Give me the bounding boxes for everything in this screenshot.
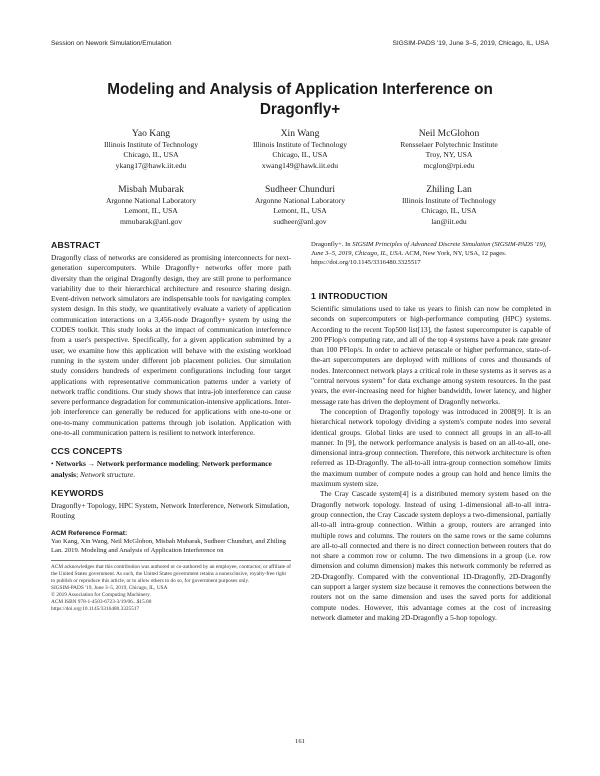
author-location: Chicago, IL, USA (272, 150, 328, 160)
author-affiliation: Argonne National Laboratory (254, 196, 346, 205)
author-location: Lemont, IL, USA (273, 206, 327, 216)
author-affiliation: Argonne National Laboratory (105, 196, 197, 205)
keywords-text: Dragonfly+ Topology, HPC System, Network Interference, Network Simulation, Routing (51, 500, 290, 521)
keywords-heading: KEYWORDS (51, 487, 104, 498)
footnote-line: ACM acknowledges that this contribution was authored or co-authored by an employee, contractor, or affiliate of the United States government. As such, the United States government retains a nonexclusive, royalty-free right to publish or reproduce this article, or to allow others to do so, for government purposes only. (51, 563, 291, 584)
paper-title: Modeling and Analysis of Application Interference on Dragonfly+ (107, 81, 493, 118)
reference-venue: SIGSIM Principles of Advanced Discrete Simulation (SIGSIM-PADS '19), June 3–5, 2019, Chicago, IL, USA. (311, 241, 547, 257)
author-block (364, 127, 534, 171)
author-block (364, 183, 534, 227)
keywords-section (51, 488, 291, 522)
footnote-line: SIGSIM-PADS '19, June 3–5, 2019, Chicago, IL, USA (51, 584, 168, 591)
page-number: 161 (295, 738, 305, 745)
running-header-right: SIGSIM-PADS '19, June 3–5, 2019, Chicago, IL, USA (392, 40, 549, 47)
author-email[interactable]: mcglon@rpi.edu (423, 160, 475, 170)
author-location: Chicago, IL, USA (421, 206, 477, 216)
running-header-left: Session on Nework Simulation/Emulation (51, 40, 172, 47)
intro-paragraph: The Cray Cascade system[4] is a distributed memory system based on the Dragonfly network topology. Instead of using 1-dimensional all-to-all intra-group connection, the Cray Cascade system deploys a two-dimensional, partially all-to-all intra-group connection. Within a group, routers are arranged into multiple rows and columns. The routers on the same rows or the same columns are all-to-all connected and there is no direct connection between routers that do not share a common row or column. The two dimensions in a group (i.e. row dimension and column dimension) makes this network commonly be referred as 2D-Dragonfly. Compared with the conventional 1D-Dragonfly, 2D-Dragonfly can support a larger system size because it removes the connections between the routers not on the same dimension and uses the saved ports for additional compute nodes. However, this advantage comes at the cost of increasing network diameter and making 2D-Dragonfly a 5-hop topology. (311, 489, 551, 622)
author-block (215, 127, 385, 171)
ccs-separator: ; (76, 469, 79, 479)
ccs-text (51, 459, 291, 480)
author-block (215, 183, 385, 227)
reference-format-heading: ACM Reference Format: (51, 529, 128, 537)
ccs-section (51, 446, 291, 480)
reference-title-end: Dragonfly+. In (311, 241, 351, 248)
author-location: Chicago, IL, USA (123, 150, 179, 160)
author-name: Xin Wang (280, 128, 320, 139)
reference-publisher: ACM, New York, NY, USA, 12 pages. https://doi.org/10.1145/3316480.3325517 (311, 250, 507, 266)
ccs-separator: ; (197, 459, 200, 469)
author-email[interactable]: ykang17@hawk.iit.edu (115, 160, 187, 170)
author-location: Troy, NY, USA (425, 150, 473, 160)
author-email[interactable]: xwang149@hawk.iit.edu (261, 160, 339, 170)
author-affiliation: Illinois Institute of Technology (252, 140, 348, 149)
copyright-footnote (51, 560, 291, 614)
author-name: Sudheer Chunduri (264, 184, 336, 195)
footnote-line: ACM ISBN 978-1-4503-6723-3/19/06...$15.00 (51, 599, 152, 605)
author-name: Zhiling Lan (426, 184, 472, 195)
intro-paragraph: The conception of Dragonfly topology was introduced in 2008[9]. It is an hierarchical network topology dividing a system's compute nodes into several identical groups. Global links are used to connect all groups in an all-to-all manner. In [9], the network performance analysis is based on an all-to-all, one-dimensional intra-group connection. Therefore, this network architecture is often referred as 1D-Dragonfly. The all-to-all intra-group connection somehow limits the maximum number of compute nodes a group can hold and hence limits the maximum system size. (311, 406, 551, 489)
reference-format-authors: Yao Kang, Xin Wang, Neil McGlohon, Misbah Mubarak, Sudheer Chunduri, and Zhiling Lan. 2019. Modeling and Analysis of Application Interference on (51, 537, 286, 554)
footnote-line: © 2019 Association for Computing Machinery. (51, 591, 151, 598)
author-name: Neil McGlohon (418, 128, 480, 139)
left-column (51, 240, 291, 613)
abstract-text: Dragonfly class of networks are considered as promising interconnects for next-generation supercomputers. While Dragonfly+ networks offer more path diversity than the original Dragonfly design, they are still prone to performance variability due to their hierarchical architecture and resource sharing design. Event-driven network simulators are indispensable tools for navigating complex system design. In this study, we quantitatively evaluate a variety of application communication interactions on a 3,456-node Dragonfly+ system by using the CODES toolkit. This study looks at the impact of communication interference from a user's perspective. Specifically, for a given application submitted by a user, we examine how this application will behave with the existing workload running in the system under different job placement policies. Our simulation study considers hundreds of experiment configurations including four target applications with representative communication patterns under a variety of network traffic conditions. Our study shows that intra-job interference can cause severe performance degradation for communication-intensive applications. Inter-job interference can generally be reduced for applications with one-to-one or one-to-many communication patterns through job isolation. Application with one-to-all communication pattern is resilient to network interference. (51, 253, 291, 438)
ccs-concept-1: Networks → Network performance modeling (55, 459, 198, 469)
abstract-heading: ABSTRACT (51, 240, 101, 250)
author-location: Lemont, IL, USA (124, 206, 178, 216)
author-affiliation: Illinois Institute of Technology (401, 196, 497, 205)
author-block (66, 127, 236, 171)
ccs-concept-2: Network performance analysis (51, 459, 272, 479)
ccs-bullet: • (51, 459, 54, 469)
author-affiliation: Rensselaer Polytechnic Institute (400, 140, 498, 149)
author-email[interactable]: sudheer@anl.gov (273, 216, 327, 226)
footnote-doi-link[interactable]: https://doi.org/10.1145/3316480.3325517 (51, 606, 140, 613)
ccs-heading: CCS CONCEPTS (51, 446, 123, 457)
reference-format (51, 530, 291, 555)
author-name: Misbah Mubarak (118, 184, 184, 195)
reference-format-continued (311, 240, 551, 267)
abstract-section (51, 240, 291, 438)
intro-paragraph: Scientific simulations used to take us years to finish can now be completed in seconds on supercomputers or high-performance computing (HPC) systems. According to the recent Top500 list[13], the fastest supercomputer is capable of 200 PFlop/s computing rate, and all of the top 4 systems have a peak rate greater than 100 PFlop/s. In order to achieve petascale or higher performance, state-of-the-art supercomputers are deployed with millions of cores and thousands of nodes. Interconnect network plays a critical role in these systems as it serves as a "central nervous system" for data exchange among system resources. In the past years, the ever-increasing need for higher bandwidth, lower latency, and higher message rate has driven the deployment of Dragonfly networks. (311, 304, 551, 406)
right-column (311, 240, 551, 623)
author-affiliation: Illinois Institute of Technology (103, 140, 199, 149)
introduction-heading: 1 INTRODUCTION (311, 291, 388, 301)
ccs-end: . (133, 469, 136, 479)
author-name: Yao Kang (131, 128, 171, 139)
author-email[interactable]: mmubarak@anl.gov (119, 216, 183, 226)
ccs-concept-3: Network structure (79, 469, 134, 479)
author-email[interactable]: lan@iit.edu (431, 216, 467, 226)
author-block (66, 183, 236, 227)
